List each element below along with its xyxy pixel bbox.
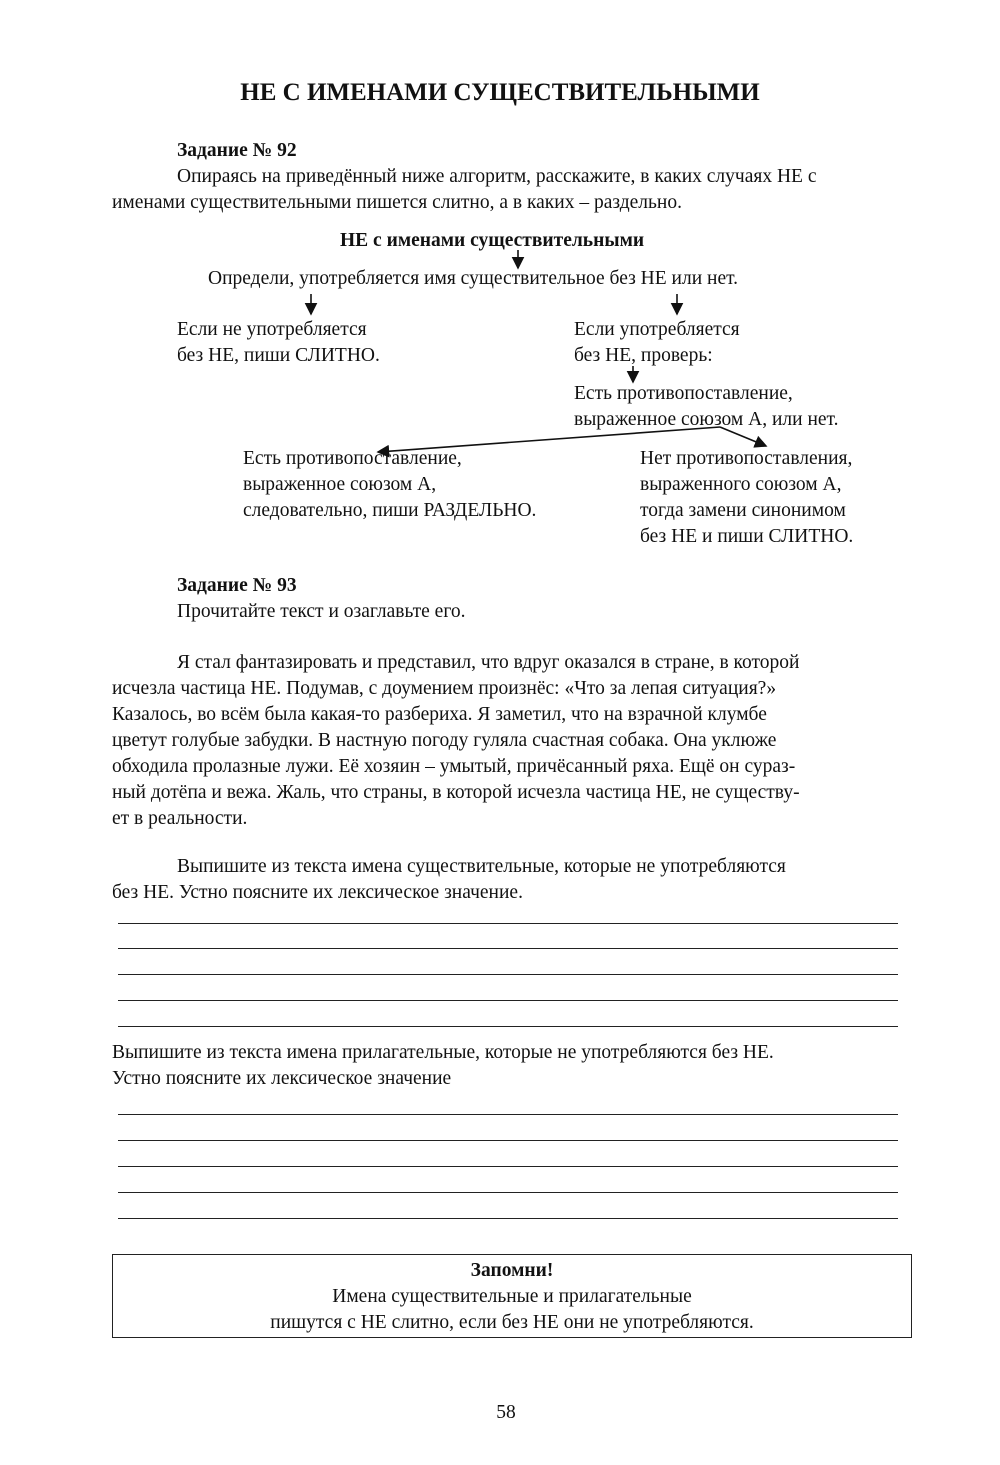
answer-line[interactable] bbox=[118, 1026, 898, 1027]
answer-line[interactable] bbox=[118, 1192, 898, 1193]
text-line-2: исчезла частица НЕ. Подумав, с доумением произнёс: «Что за лепая ситуация?» bbox=[112, 678, 777, 699]
text-line-3: Казалось, во всём была какая-то разбериха. Я заметил, что на взрачной клумбе bbox=[112, 704, 767, 725]
result-left-line2: выраженное союзом А, bbox=[243, 474, 437, 495]
answer-line[interactable] bbox=[118, 923, 898, 924]
right-branch-line1: Если употребляется bbox=[574, 319, 740, 340]
left-branch-line2: без НЕ, пиши СЛИТНО. bbox=[177, 345, 380, 366]
task92-heading: Задание № 92 bbox=[177, 140, 297, 161]
remember-heading: Запомни! bbox=[470, 1260, 554, 1281]
page-number: 58 bbox=[496, 1402, 516, 1423]
question2-line2: Устно поясните их лексическое значение bbox=[112, 1068, 452, 1089]
algorithm-step1: Определи, употребляется имя существительное без НЕ или нет. bbox=[208, 268, 739, 289]
remember-line1: Имена существительные и прилагательные bbox=[332, 1286, 692, 1307]
answer-line[interactable] bbox=[118, 1140, 898, 1141]
answer-line[interactable] bbox=[118, 948, 898, 949]
answer-line[interactable] bbox=[118, 1000, 898, 1001]
text-line-5: обходила пролазные лужи. Её хозяин – умытый, причёсанный ряха. Ещё он сураз- bbox=[112, 756, 796, 777]
remember-line2: пишутся с НЕ слитно, если без НЕ они не употребляются. bbox=[270, 1312, 754, 1333]
task92-line2: именами существительными пишется слитно, а в каких – раздельно. bbox=[112, 192, 682, 213]
text-line-4: цветут голубые забудки. В настную погоду гуляла счастная собака. Она уклюже bbox=[112, 730, 777, 751]
answer-line[interactable] bbox=[118, 1114, 898, 1115]
result-right-line1: Нет противопоставления, bbox=[640, 448, 853, 469]
text-line-7: ет в реальности. bbox=[112, 808, 248, 829]
arrow-check-to-right-result bbox=[720, 427, 766, 446]
result-left-line3: следовательно, пиши РАЗДЕЛЬНО. bbox=[243, 500, 537, 521]
algorithm-title: НЕ с именами существительными bbox=[340, 230, 645, 251]
task93-instruction: Прочитайте текст и озаглавьте его. bbox=[177, 601, 466, 622]
result-right-line4: без НЕ и пиши СЛИТНО. bbox=[640, 526, 854, 547]
left-branch-line1: Если не употребляется bbox=[177, 319, 367, 340]
check-line1: Есть противопоставление, bbox=[574, 383, 793, 404]
question1-line1: Выпишите из текста имена существительные, которые не употребляются bbox=[177, 856, 786, 877]
task93-heading: Задание № 93 bbox=[177, 575, 297, 596]
answer-line[interactable] bbox=[118, 1218, 898, 1219]
remember-box bbox=[112, 1254, 912, 1338]
answer-line[interactable] bbox=[118, 1166, 898, 1167]
question1-line2: без НЕ. Устно поясните их лексическое значение. bbox=[112, 882, 523, 903]
page-title: НЕ С ИМЕНАМИ СУЩЕСТВИТЕЛЬНЫМИ bbox=[240, 79, 760, 106]
task92-line1: Опираясь на приведённый ниже алгоритм, расскажите, в каких случаях НЕ с bbox=[177, 166, 817, 187]
check-line2: выраженное союзом А, или нет. bbox=[574, 409, 839, 430]
question2-line1: Выпишите из текста имена прилагательные, которые не употребляются без НЕ. bbox=[112, 1042, 774, 1063]
text-line-6: ный дотёпа и вежа. Жаль, что страны, в которой исчезла частица НЕ, не существу- bbox=[112, 782, 800, 803]
result-left-line1: Есть противопоставление, bbox=[243, 448, 462, 469]
answer-line[interactable] bbox=[118, 974, 898, 975]
result-right-line3: тогда замени синонимом bbox=[640, 500, 846, 521]
arrow-check-to-left-result bbox=[378, 427, 720, 452]
result-right-line2: выраженного союзом А, bbox=[640, 474, 842, 495]
right-branch-line2: без НЕ, проверь: bbox=[574, 345, 713, 366]
text-line-1: Я стал фантазировать и представил, что вдруг оказался в стране, в которой bbox=[177, 652, 800, 673]
